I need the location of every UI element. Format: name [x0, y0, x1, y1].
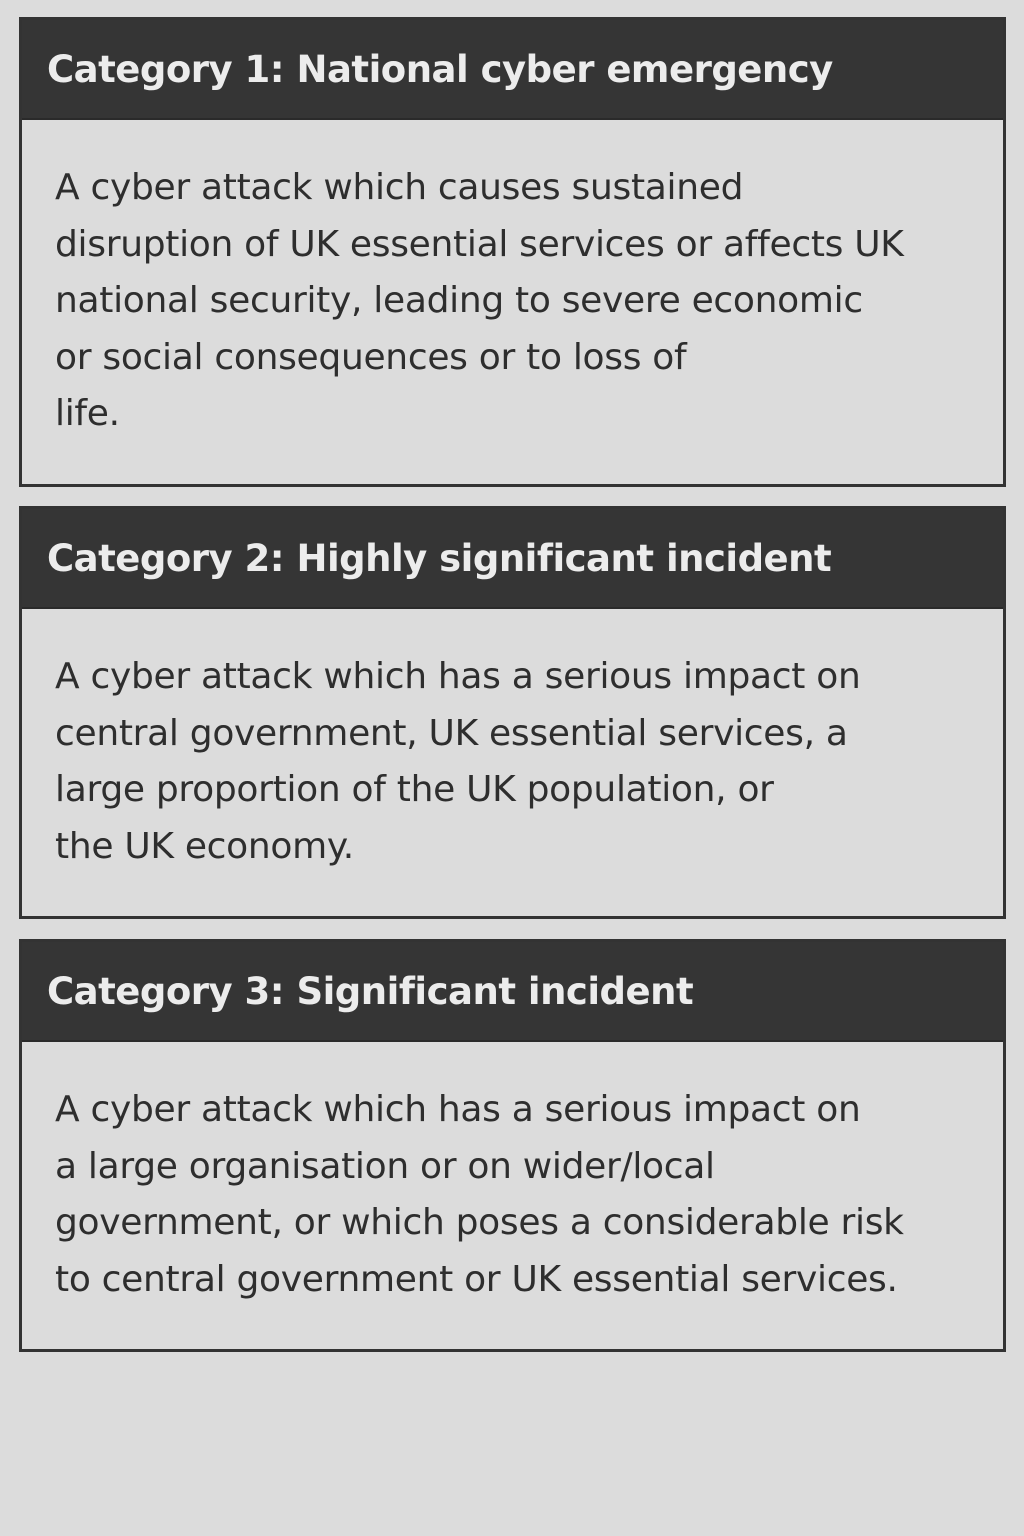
description-line: A cyber attack which has a serious impact on: [55, 1089, 861, 1130]
category-1-card: [19, 17, 1006, 487]
description-line: or social consequences or to loss of: [55, 336, 687, 378]
category-1-title: Category 1: National cyber emergency: [22, 20, 1003, 120]
description-line: a large organisation or on wider/local: [55, 1145, 715, 1187]
description-line: large proportion of the UK population, or: [55, 769, 774, 810]
category-1-description: [22, 120, 1003, 443]
category-2-card: [19, 506, 1006, 919]
description-line: disruption of UK essential services or affects UK: [55, 223, 904, 265]
description-line: life.: [55, 393, 120, 434]
description-line: A cyber attack which has a serious impact on: [55, 656, 861, 697]
description-line: to central government or UK essential services.: [55, 1258, 898, 1300]
description-line: government, or which poses a considerable risk: [55, 1202, 904, 1243]
category-2-title: Category 2: Highly significant incident: [22, 509, 1003, 609]
description-line: A cyber attack which causes sustained: [55, 167, 744, 208]
description-line: the UK economy.: [55, 825, 354, 867]
description-line: national security, leading to severe economic: [55, 280, 863, 321]
category-3-card: [19, 939, 1006, 1352]
category-2-description: [22, 609, 1003, 875]
description-line: central government, UK essential services, a: [55, 712, 848, 754]
category-3-title: Category 3: Significant incident: [22, 942, 1003, 1042]
category-3-description: [22, 1042, 1003, 1308]
